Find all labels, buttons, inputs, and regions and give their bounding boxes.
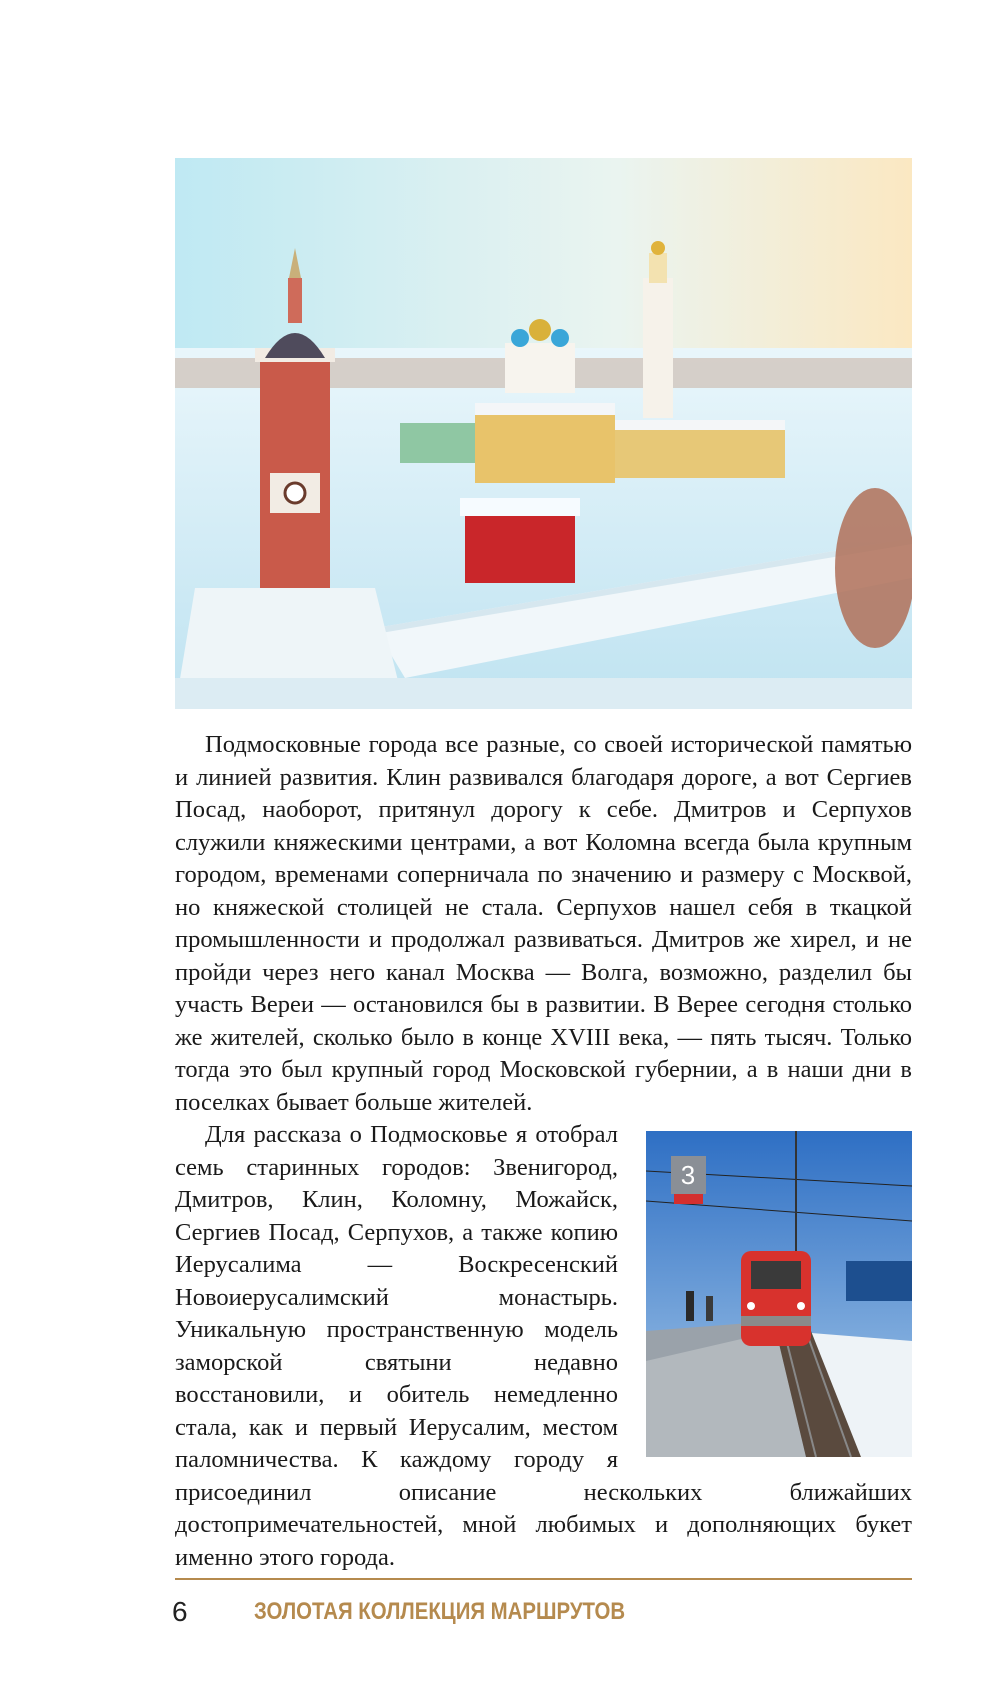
page-number: 6 (172, 1596, 188, 1627)
main-text (175, 729, 912, 1574)
lavra-winter-photo (175, 158, 912, 709)
footer-divider (175, 1578, 912, 1580)
paragraph-1: Подмосковные города все разные, со своей исторической памятью и линией развития. Клин развивался благодаря дороге, а вот Сергиев Посад, наоборот, притянул дорогу к себе. Дмитров и Серпухов служили княжескими центрами, а вот Коломна всегда была крупным городом, временами соперничала по значению и размеру с Москвой, но княжеской столицей не стала. Серпухов нашел себя в ткацкой промышленности и продолжал развиваться. Дмитров же хирел, и не пройди через него канал Москва — Волга, возможно, разделил бы участь Вереи — остановился бы в развитии. В Верее сегодня столько же жителей, сколько было в конце XVIII века, — пять тысяч. Только тогда это был крупный город Московской губернии, а в наши дни в поселках бывает больше жителей. (175, 731, 912, 1116)
platform-sign-number: 3 (680, 1160, 696, 1190)
series-title: ЗОЛОТАЯ КОЛЛЕКЦИЯ МАРШРУТОВ (254, 1598, 626, 1625)
train-platform-photo (646, 1131, 912, 1457)
paragraph-2: 3 Для рассказа о Подмосковье я отобрал семь старинных городов: Звенигород, Дмитров, Клин, Коломну, Можайск, Сергиев Посад, Серпухов, а также копию Иерусалима — Воскресенский Новоиерусалимский монастырь. Уникальную пространственную модель заморской святыни недавно восстановили, и обитель немедленно стала, как и первый Иерусалим, местом паломничества. К каждому городу я присоединил описание нескольких ближайших достопримечательностей, мной любимых и дополняющих букет именно этого города. (175, 1121, 912, 1571)
